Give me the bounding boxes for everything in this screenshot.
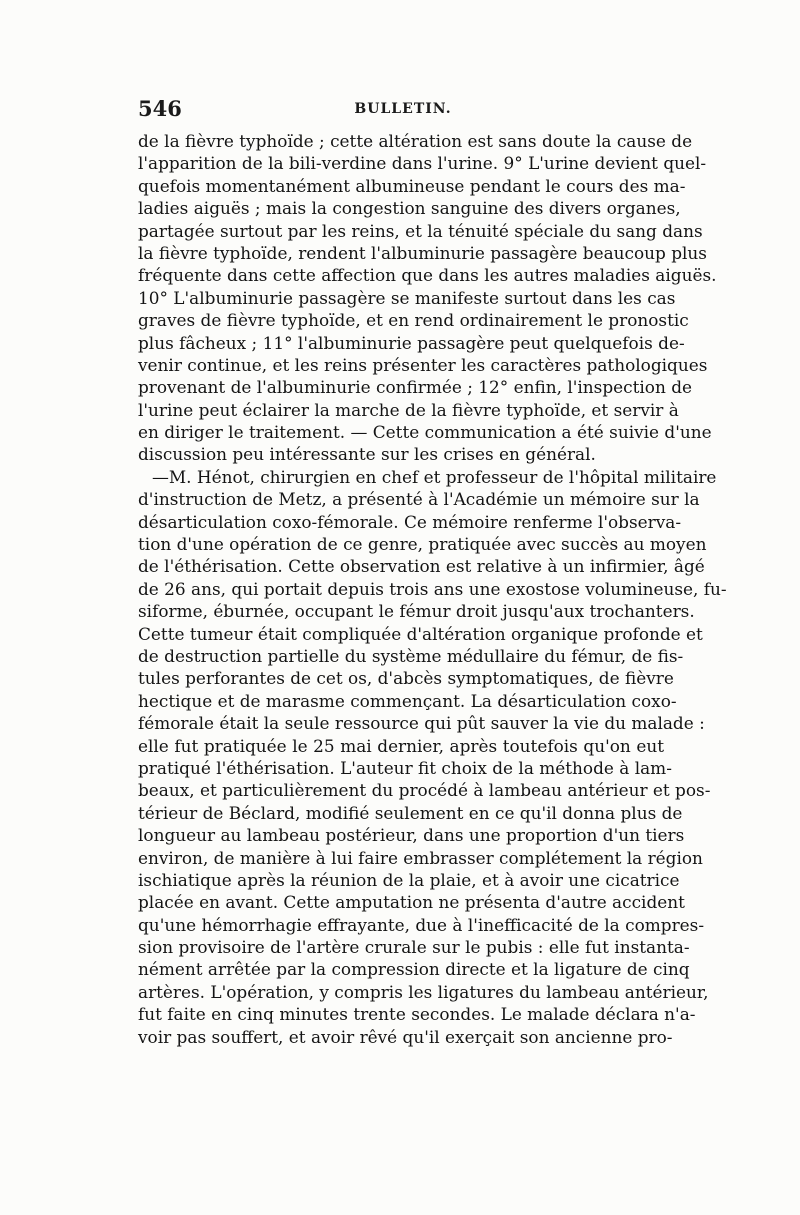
text-line: placée en avant. Cette amputation ne présenta d'autre accident xyxy=(138,892,685,913)
text-line: siforme, éburnée, occupant le fémur droit jusqu'aux trochanters. xyxy=(138,601,695,622)
text-line: désarticulation coxo-fémorale. Ce mémoire renferme l'observa- xyxy=(138,511,682,532)
text-line: venir continue, et les reins présenter les caractères pathologiques xyxy=(138,354,708,375)
text-line: fréquente dans cette affection que dans les autres maladies aiguës. xyxy=(138,265,717,286)
text-line: quefois momentanément albumineuse pendant le cours des ma- xyxy=(138,175,686,196)
text-line: de 26 ans, qui portait depuis trois ans une exostose volumineuse, fu- xyxy=(138,578,727,599)
text-line: en diriger le traitement. — Cette communication a été suivie d'une xyxy=(138,422,712,443)
text-line: l'urine peut éclairer la marche de la fièvre typhoïde, et servir à xyxy=(138,399,679,420)
text-line: d'instruction de Metz, a présenté à l'Académie un mémoire sur la xyxy=(138,489,700,510)
text-line: elle fut pratiquée le 25 mai dernier, après toutefois qu'on eut xyxy=(138,735,664,756)
text-line: sion provisoire de l'artère crurale sur le pubis : elle fut instanta- xyxy=(138,937,690,958)
text-line: 10° L'albuminurie passagère se manifeste surtout dans les cas xyxy=(138,287,676,308)
text-line: qu'une hémorrhagie effrayante, due à l'inefficacité de la compres- xyxy=(138,914,705,935)
text-line: graves de fièvre typhoïde, et en rend ordinairement le pronostic xyxy=(138,310,689,331)
text-line: ladies aiguës ; mais la congestion sanguine des divers organes, xyxy=(138,198,681,219)
text-line: Cette tumeur était compliquée d'altération organique profonde et xyxy=(138,623,703,644)
text-line: de la fièvre typhoïde ; cette altération est sans doute la cause de xyxy=(138,131,693,151)
page-number: 546 xyxy=(138,96,182,121)
text-line: voir pas souffert, et avoir rêvé qu'il exerçait son ancienne pro- xyxy=(138,1026,673,1047)
text-line: tion d'une opération de ce genre, pratiquée avec succès au moyen xyxy=(138,534,707,555)
body-text xyxy=(138,130,727,1048)
text-line: fut faite en cinq minutes trente secondes. Le malade déclara n'a- xyxy=(138,1004,696,1025)
text-line: pratiqué l'éthérisation. L'auteur fit choix de la méthode à lam- xyxy=(138,757,672,778)
text-line: environ, de manière à lui faire embrasser complétement la région xyxy=(138,847,703,868)
text-line: partagée surtout par les reins, et la ténuité spéciale du sang dans xyxy=(138,220,703,241)
text-line: de destruction partielle du système médullaire du fémur, de fis- xyxy=(138,645,684,666)
text-line: beaux, et particulièrement du procédé à lambeau antérieur et pos- xyxy=(138,780,711,801)
text-line: l'apparition de la bili-verdine dans l'urine. 9° L'urine devient quel- xyxy=(138,153,707,174)
text-line: artères. L'opération, y compris les ligatures du lambeau antérieur, xyxy=(138,981,709,1002)
text-line: hectique et de marasme commençant. La désarticulation coxo- xyxy=(138,690,677,711)
text-line: longueur au lambeau postérieur, dans une proportion d'un tiers xyxy=(138,825,685,846)
text-line: de l'éthérisation. Cette observation est relative à un infirmier, âgé xyxy=(138,556,705,577)
text-line: —M. Hénot, chirurgien en chef et professeur de l'hôpital militaire xyxy=(152,466,717,487)
text-line: la fièvre typhoïde, rendent l'albuminurie passagère beaucoup plus xyxy=(138,242,707,263)
text-line: térieur de Béclard, modifié seulement en ce qu'il donna plus de xyxy=(138,802,683,823)
text-line: discussion peu intéressante sur les crises en général. xyxy=(138,444,596,465)
text-line: tules perforantes de cet os, d'abcès symptomatiques, de fièvre xyxy=(138,668,674,689)
text-line: nément arrêtée par la compression directe et la ligature de cinq xyxy=(138,959,690,980)
text-line: fémorale était la seule ressource qui pût sauver la vie du malade : xyxy=(138,713,705,734)
page-header xyxy=(138,96,668,128)
text-line: plus fâcheux ; 11° l'albuminurie passagère peut quelquefois de- xyxy=(138,332,685,353)
text-line: ischiatique après la réunion de la plaie, et à avoir une cicatrice xyxy=(138,869,680,890)
text-line: provenant de l'albuminurie confirmée ; 12° enfin, l'inspection de xyxy=(138,377,693,398)
running-head: BULLETIN. xyxy=(354,101,452,117)
